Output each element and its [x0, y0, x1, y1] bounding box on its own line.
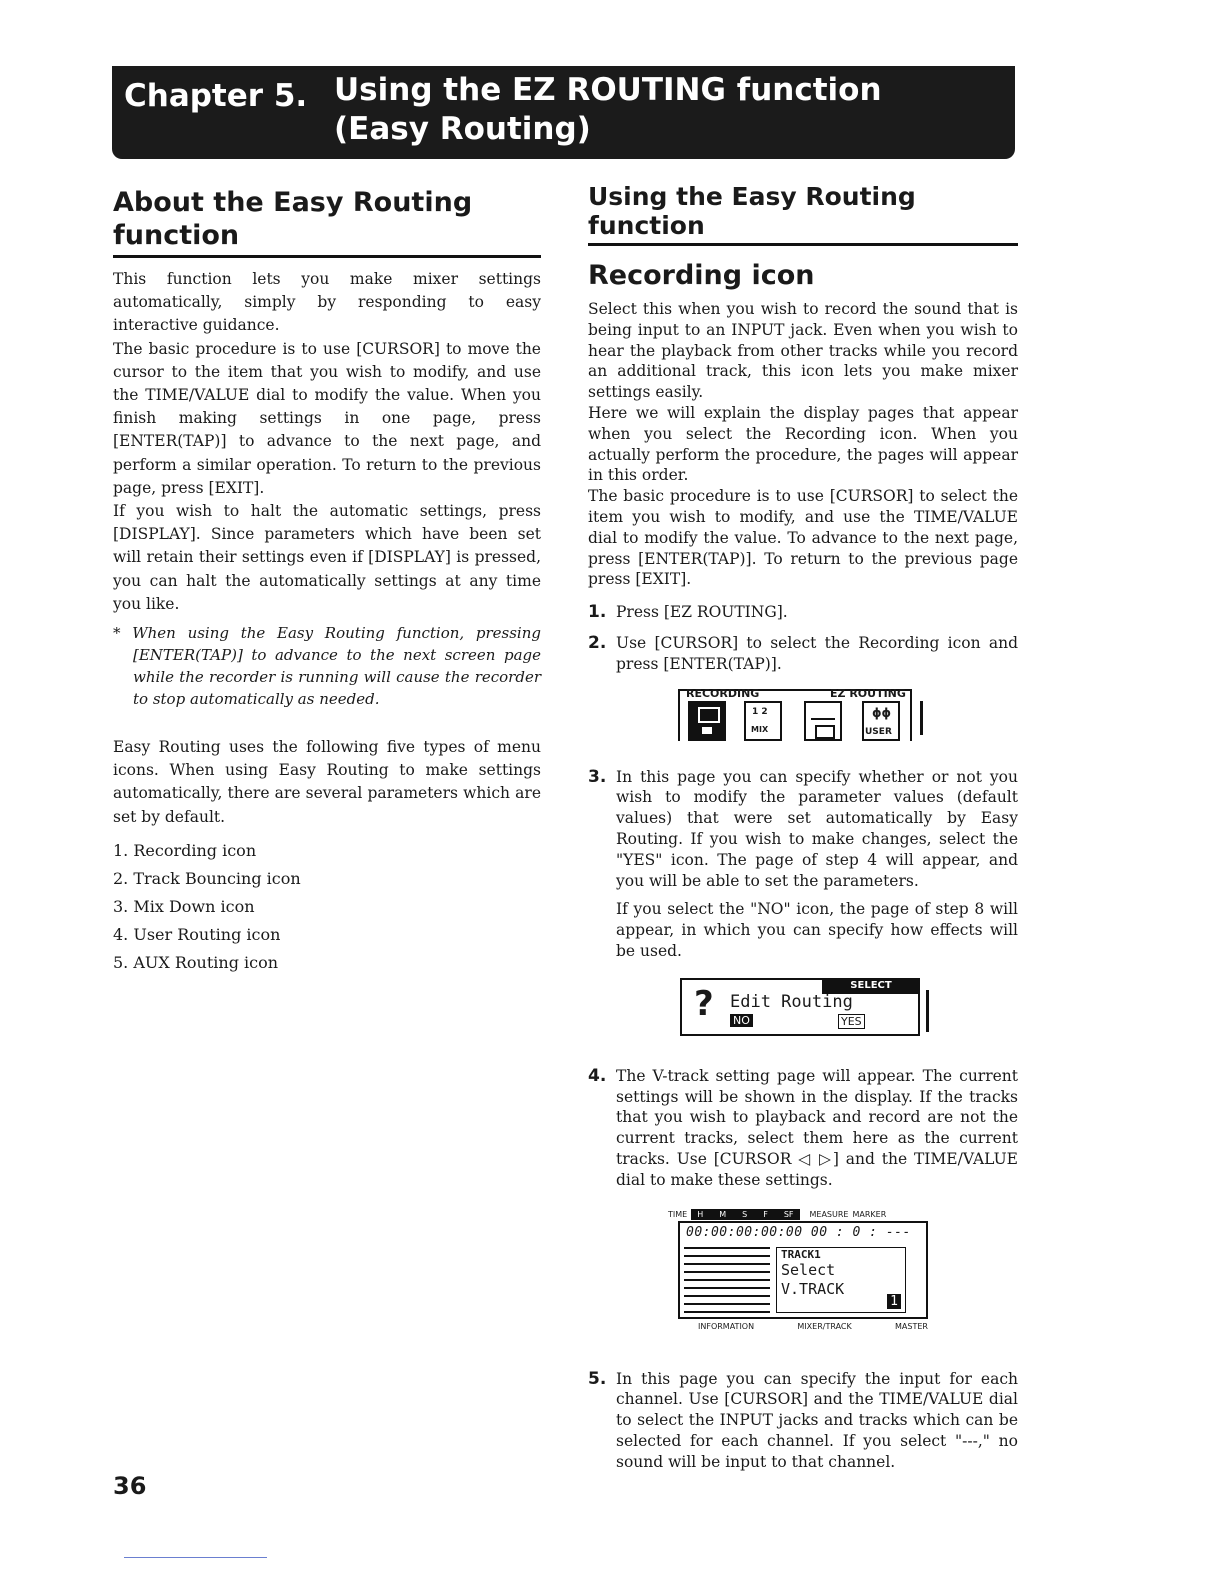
tab-h: H — [697, 1209, 704, 1219]
tab-time: TIME — [668, 1209, 688, 1219]
about-paragraph-4: Easy Routing uses the following five types of menu icons. When using Easy Routing to make settings automatically, there are several parameters which are set by default. — [113, 738, 541, 826]
lcd-tab-row — [668, 1209, 886, 1220]
footer-rule — [124, 1557, 267, 1558]
list-item: 3. Mix Down icon — [113, 896, 255, 916]
step-text: In this page you can specify the input for each channel. Use [CURSOR] and the TIME/VALUE dial to select the INPUT jacks and tracks which can be selected for each channel. If you select "---," no sound will be input to that channel. — [616, 1369, 1018, 1471]
mix-down-icon[interactable] — [804, 701, 842, 741]
step-4 — [588, 1066, 1018, 1191]
lcd-title-ez-routing: EZ ROUTING — [830, 686, 906, 700]
no-button[interactable]: NO — [730, 1014, 753, 1027]
step-text: In this page you can specify whether or not you wish to modify the parameter values (default values) that were set automatically by Easy Routing. If you wish to make changes, select the "YES" icon. The page of step 4 will appear, and you will be able to set the parameters. — [616, 767, 1018, 890]
chapter-title-line1: Using the EZ ROUTING function — [334, 72, 882, 108]
about-heading — [113, 186, 541, 252]
about-heading-line1: About the Easy Routing — [113, 187, 473, 218]
list-item: 1. Recording icon — [113, 840, 257, 860]
tab-m: M — [719, 1209, 727, 1219]
step-text: The V-track setting page will appear. The current settings will be shown in the display. If the tracks that you wish to playback and record are not the current tracks, select them here as the current tracks. Use [CURSOR ◁ ▷] and the TIME/VALUE dial to make these settings. — [616, 1066, 1018, 1189]
chapter-number: Chapter 5. — [124, 78, 308, 114]
step-number: 4. — [588, 1065, 607, 1086]
select-label: Select — [781, 1260, 836, 1279]
using-heading: Using the Easy Routing function — [588, 182, 916, 240]
time-display: 00:00:00:00:00 00 : 0 : --- — [686, 1224, 911, 1240]
step-5 — [588, 1369, 1018, 1473]
list-item: 5. AUX Routing icon — [113, 952, 279, 972]
chapter-banner — [112, 66, 1015, 159]
step-number: 2. — [588, 632, 607, 653]
step-number: 5. — [588, 1368, 607, 1389]
lcd-title-recording: RECORDING — [686, 686, 760, 700]
list-item: 4. User Routing icon — [113, 924, 281, 944]
tab-sf: SF — [783, 1209, 794, 1219]
recording-icon[interactable] — [688, 701, 726, 741]
step-1 — [588, 602, 1018, 623]
step-text: Use [CURSOR] to select the Recording icon and press [ENTER(TAP)]. — [616, 633, 1018, 673]
recording-icon-heading: Recording icon — [588, 260, 815, 291]
step-3 — [588, 767, 1018, 892]
recording-paragraph-2: Here we will explain the display pages that appear when you select the Recording icon. When you actually perform the procedure, the pages will appear in this order. — [588, 403, 1018, 485]
heading-rule — [113, 255, 541, 258]
about-paragraph-1: This function lets you make mixer settings automatically, simply by responding to easy interactive guidance. — [113, 270, 541, 335]
footer-master: MASTER — [895, 1321, 928, 1331]
question-icon: ? — [694, 983, 714, 1024]
step-text: If you select the "NO" icon, the page of step 8 will appear, in which you can specify how effects will be used. — [616, 900, 1018, 960]
right-column — [588, 182, 1018, 1472]
chapter-title-line2: (Easy Routing) — [334, 111, 591, 147]
step-3-continued — [588, 899, 1018, 961]
left-column — [113, 186, 541, 977]
track-bouncing-icon[interactable]: 1 2 MIX — [744, 701, 782, 741]
heading-rule — [588, 243, 1018, 246]
vtrack-value[interactable]: 1 — [887, 1294, 901, 1309]
tab-s: S — [742, 1209, 748, 1219]
icon-list — [113, 837, 541, 977]
lcd-edit-routing — [680, 978, 920, 1036]
about-note: * When using the Easy Routing function, pressing [ENTER(TAP)] to advance to the next screen page while the recorder is running will cause the recorder to stop automatically as needed. — [113, 624, 541, 709]
step-text: Press [EZ ROUTING]. — [616, 603, 788, 622]
footer-information: INFORMATION — [698, 1321, 755, 1331]
page-number: 36 — [113, 1472, 147, 1500]
time-units — [691, 1209, 799, 1220]
about-paragraph-3: If you wish to halt the automatic settings, press [DISPLAY]. Since parameters which have been set will retain their settings even if [DISPLAY] is pressed, you can halt the automatically settings at any time you like. — [113, 502, 541, 613]
list-item: 2. Track Bouncing icon — [113, 868, 301, 888]
lcd-footer — [698, 1322, 928, 1331]
step-2 — [588, 633, 1018, 675]
user-routing-icon[interactable]: ϕϕ USER — [862, 701, 900, 741]
yes-button[interactable]: YES — [838, 1014, 865, 1029]
step-number: 3. — [588, 766, 607, 787]
lcd-vtrack — [668, 1209, 930, 1335]
tab-marker: MARKER — [852, 1209, 887, 1219]
step-number: 1. — [588, 602, 607, 623]
about-heading-line2: function — [113, 220, 240, 251]
track-meter-grid — [684, 1247, 770, 1313]
recording-paragraph-3: The basic procedure is to use [CURSOR] to select the item you wish to modify, and use the TIME/VALUE dial to modify the value. To advance to the next page, press [ENTER(TAP)]. To return to the previous page press [EXIT]. — [588, 487, 1018, 589]
lcd-vtrack-screen — [678, 1221, 928, 1319]
tab-f: F — [763, 1209, 768, 1219]
lcd-edit-routing-text: Edit Routing — [730, 991, 853, 1012]
recording-paragraph-1: Select this when you wish to record the sound that is being input to an INPUT jack. Even when you wish to hear the playback from other tracks while you record an additional track, this icon lets you make mixer settings easily. — [588, 300, 1018, 402]
about-paragraph-2: The basic procedure is to use [CURSOR] to move the cursor to the item that you wish to modify, and use the TIME/VALUE dial to modify the value. When you finish making settings in one page, press [ENTER(TAP)] to advance to the next page, and perform a similar operation. To return to the previous page, press [EXIT]. — [113, 339, 541, 497]
lcd-select-header: SELECT — [822, 980, 920, 994]
vtrack-panel — [776, 1247, 906, 1313]
track-label: TRACK1 — [781, 1247, 821, 1261]
vtrack-label: V.TRACK — [781, 1279, 845, 1298]
lcd-icon-menu — [678, 686, 912, 741]
tab-measure: MEASURE — [809, 1209, 849, 1219]
footer-mixer-track: MIXER/TRACK — [797, 1321, 852, 1331]
